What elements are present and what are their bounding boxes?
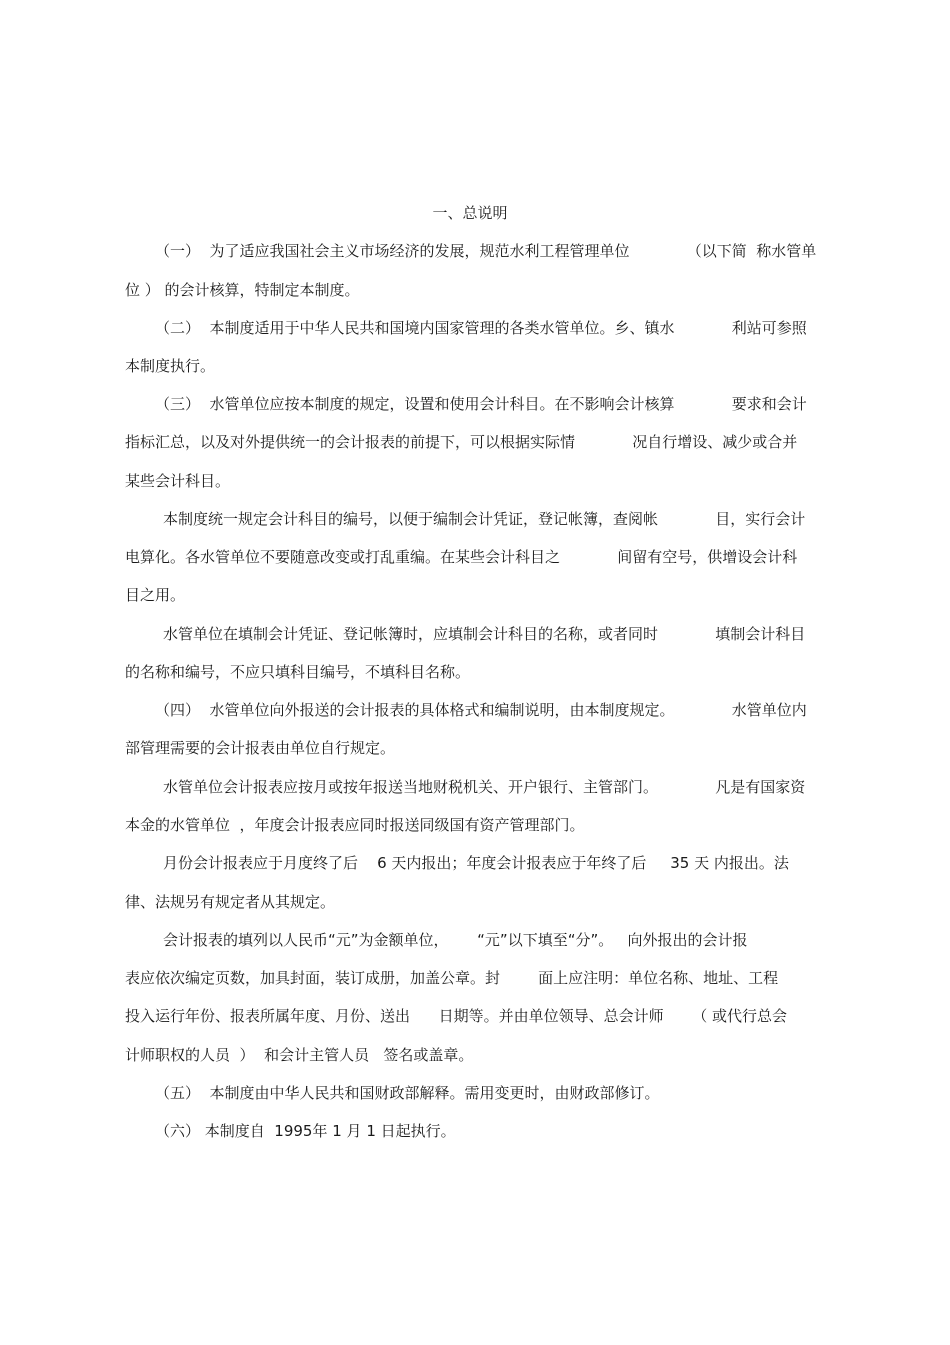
text-line: 本金的水管单位 ，年度会计报表应同时报送同级国有资产管理部门。 — [125, 816, 585, 834]
text-line: （一） 为了适应我国社会主义市场经济的发展，规范水利工程管理单位 （以下简 称水管单 — [155, 242, 817, 260]
text-line: 投入运行年份、报表所属年度、月份、送出 日期等。并由单位领导、总会计师 （ 或代行总会 — [125, 1007, 787, 1025]
section-title: 一、总说明 — [432, 204, 508, 222]
text-line: 水管单位在填制会计凭证、登记帐簿时，应填制会计科目的名称，或者同时 填制会计科目 — [163, 625, 806, 643]
text-line: 本制度执行。 — [125, 357, 216, 375]
text-line: 会计报表的填列以人民币“元”为金额单位， “元”以下填至“分”。 向外报出的会计报 — [163, 931, 748, 949]
text-line: （三） 水管单位应按本制度的规定，设置和使用会计科目。在不影响会计核算 要求和会计 — [155, 395, 807, 413]
text-line: 位 ） 的会计核算，特制定本制度。 — [125, 281, 360, 299]
text-line: 电算化。各水管单位不要随意改变或打乱重编。在某些会计科目之 间留有空号，供增设会计科 — [125, 548, 798, 566]
text-line: 目之用。 — [125, 586, 186, 604]
text-line: （六） 本制度自 1995年 1 月 1 日起执行。 — [155, 1122, 456, 1140]
text-line: 部管理需要的会计报表由单位自行规定。 — [125, 739, 396, 757]
text-line: 某些会计科目。 — [125, 472, 231, 490]
text-line: 本制度统一规定会计科目的编号，以便于编制会计凭证，登记帐簿，查阅帐 目，实行会计 — [163, 510, 806, 528]
text-line: 水管单位会计报表应按月或按年报送当地财税机关、开户银行、主管部门。 凡是有国家资 — [163, 778, 806, 796]
text-line: 月份会计报表应于月度终了后 6 天内报出；年度会计报表应于年终了后 35 天 内报出。法 — [163, 854, 789, 872]
text-line: （四） 水管单位向外报送的会计报表的具体格式和编制说明，由本制度规定。 水管单位内 — [155, 701, 807, 719]
text-line: 的名称和编号，不应只填科目编号，不填科目名称。 — [125, 663, 471, 681]
text-line: （五） 本制度由中华人民共和国财政部解释。需用变更时，由财政部修订。 — [155, 1084, 660, 1102]
text-line: 表应依次编定页数，加具封面，装订成册，加盖公章。封 面上应注明：单位名称、地址、工程 — [125, 969, 779, 987]
text-line: 律、法规另有规定者从其规定。 — [125, 893, 336, 911]
text-line: （二） 本制度适用于中华人民共和国境内国家管理的各类水管单位。乡、镇水 利站可参照 — [155, 319, 807, 337]
text-line: 指标汇总，以及对外提供统一的会计报表的前提下，可以根据实际情 况自行增设、减少或合并 — [125, 433, 798, 451]
text-line: 计师职权的人员 ） 和会计主管人员 签名或盖章。 — [125, 1046, 474, 1064]
